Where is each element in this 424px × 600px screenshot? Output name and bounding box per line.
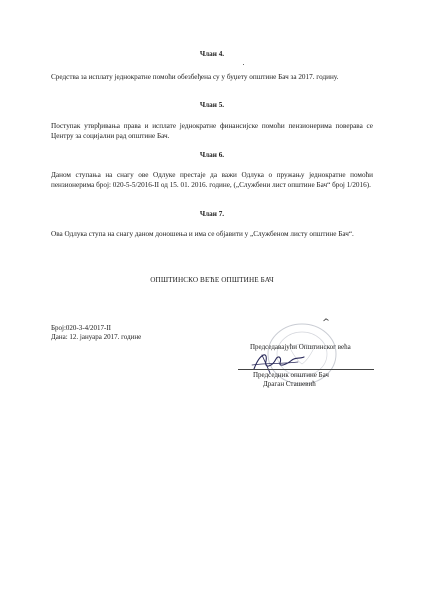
article-7-heading: Члан 7. [199, 210, 225, 218]
article-6-text: Даном ступања на снагу ове Одлуке престаје да важи Одлука о пружању једнократне помоћи пензионерима број: 020-5-5/2016-II од 15. 01. 2016. године, („Службени лист општине Бач“ број 1/2016). [51, 171, 373, 189]
signature-line [238, 369, 374, 370]
council-name: ОПШТИНСКО ВЕЋЕ ОПШТИНЕ БАЧ [150, 276, 274, 284]
article-4-heading: Члан 4. [199, 50, 225, 58]
article-5-text: Поступак утврђивања права и исплате једнократне финансијске помоћи пензионерима поверава се Центру за социјални рад општине Бач. [51, 122, 373, 140]
reference-number: Број:020-3-4/2017-II [51, 324, 112, 332]
article-6-heading: Члан 6. [199, 151, 225, 159]
article-7-text: Ова Одлука ступа на снагу даном доношења и има се објавити у „Службеном листу општине Бач“. [51, 230, 354, 238]
article-4-text: Средства за исплату једнократне помоћи обезбеђена су у буџету општине Бач за 2017. годину. [51, 73, 339, 81]
reference-date: Дана: 12. јануара 2017. године [51, 333, 142, 341]
article-5-heading: Члан 5. [199, 101, 225, 109]
pen-mark [323, 318, 329, 322]
ink-dot [243, 64, 244, 65]
signatory-role: Председник општине Бач [253, 371, 329, 379]
signatory-title: Председавајући Општинског већа [250, 343, 351, 351]
signatory-name: Драган Сташевић [263, 380, 316, 388]
